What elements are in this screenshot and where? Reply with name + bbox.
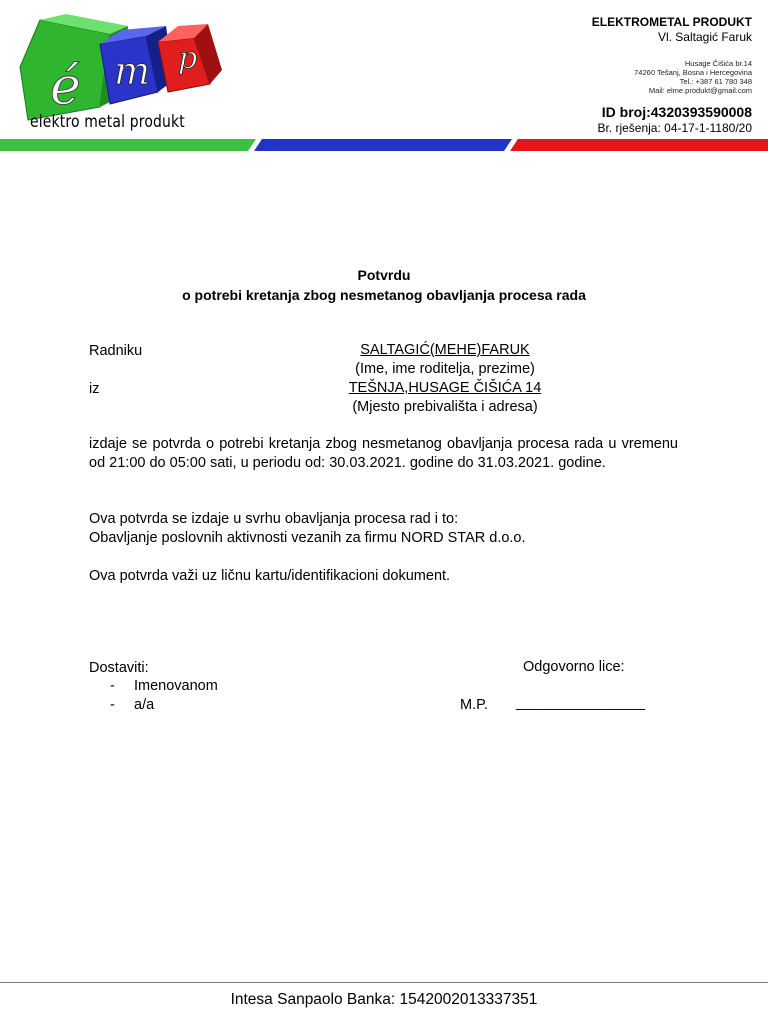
- worker-address-caption: (Mjesto prebivališta i adresa): [352, 399, 538, 415]
- worker-name-caption: (Ime, ime roditelja, prezime): [355, 361, 535, 377]
- signature-line: ________________: [516, 695, 646, 711]
- document-subtitle: o potrebi kretanja zbog nesmetanog obavljanja procesa rada: [182, 287, 586, 303]
- deliver-dash-1: -: [110, 678, 115, 694]
- deliver-label: Dostaviti:: [89, 660, 149, 676]
- validity-note: Ova potvrda važi uz ličnu kartu/identifikacioni dokument.: [89, 568, 451, 584]
- stamp-label: M.P.: [460, 697, 488, 713]
- from-label: iz: [89, 381, 100, 397]
- band-green: [0, 139, 256, 151]
- purpose-line-1: Ova potvrda se izdaje u svrhu obavljanja procesa rad i to:: [89, 511, 459, 527]
- svg-text:p: p: [178, 41, 198, 76]
- company-mail: Mail: elme.produkt@gmail.com: [648, 86, 752, 95]
- deliver-item-2: a/a: [134, 697, 155, 713]
- svg-text:m: m: [114, 49, 151, 93]
- company-id-number: ID broj:4320393590008: [601, 104, 752, 120]
- worker-label: Radniku: [89, 343, 143, 359]
- responsible-label: Odgovorno lice:: [523, 659, 625, 675]
- company-address-line2: 74260 Tešanj, Bosna i Hercegovina: [634, 68, 752, 77]
- logo-caption: elektro metal produkt: [30, 112, 185, 132]
- main-paragraph: izdaje se potvrda o potrebi kretanja zbog nesmetanog obavljanja procesa rada u vremenu od 21:00 do 05:00 sati, u periodu od: 30.03.2021. godine do 31.03.2021. godine.: [89, 436, 678, 471]
- footer-divider: [0, 982, 768, 983]
- worker-name: SALTAGIĆ(MEHE)FARUK: [360, 342, 530, 358]
- deliver-item-1: Imenovanom: [134, 678, 218, 694]
- company-owner: Vl. Saltagić Faruk: [657, 30, 752, 44]
- worker-address: TEŠNJA,HUSAGE ČIŠIĆA 14: [348, 380, 542, 396]
- header-color-band: [0, 139, 768, 151]
- band-red: [510, 139, 768, 151]
- company-registration: Br. rješenja: 04-17-1-1180/20: [597, 121, 752, 135]
- footer-bank-account: Intesa Sanpaolo Banka: 1542002013337351: [230, 991, 538, 1008]
- purpose-line-2: Obavljanje poslovnih aktivnosti vezanih za firmu NORD STAR d.o.o.: [89, 530, 526, 546]
- band-blue: [254, 139, 512, 151]
- svg-text:é: é: [50, 57, 81, 117]
- company-address-line1: Husage Čišića br.14: [684, 59, 752, 68]
- company-phone: Tel.: +387 61 780 348: [679, 77, 752, 86]
- deliver-dash-2: -: [110, 697, 115, 713]
- document-title: Potvrdu: [357, 267, 411, 283]
- company-name: ELEKTROMETAL PRODUKT: [591, 15, 752, 29]
